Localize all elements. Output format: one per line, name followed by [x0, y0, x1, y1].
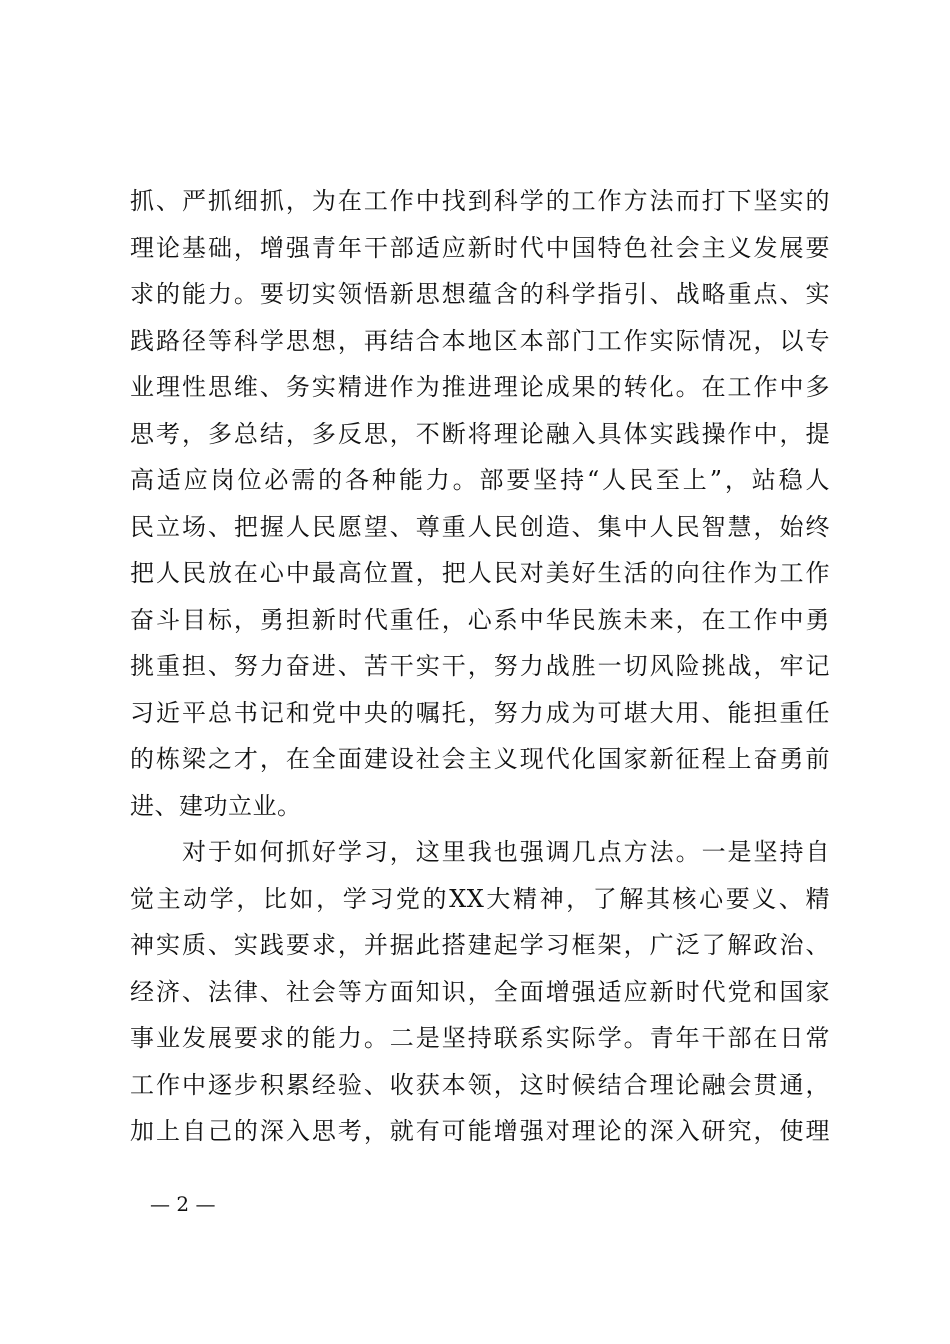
text-line: 工作中逐步积累经验、收获本领，这时候结合理论融会贯通，	[130, 1070, 830, 1099]
text-line: 的栋梁之才，在全面建设社会主义现代化国家新征程上奋勇前	[130, 745, 830, 773]
text-line: 对于如何抓好学习，这里我也强调几点方法。一是坚持自	[130, 838, 830, 866]
text-line: 习近平总书记和党中央的嘱托，努力成为可堪大用、能担重任	[130, 698, 830, 727]
text-line: 业理性思维、务实精进作为推进理论成果的转化。在工作中多	[130, 373, 830, 401]
text-line: 加上自己的深入思考，就有可能增强对理论的深入研究，使理	[130, 1117, 830, 1145]
text-line: 践路径等科学思想，再结合本地区本部门工作实际情况，以专	[130, 326, 830, 355]
paragraph-2	[130, 829, 830, 1155]
text-line: 进、建功立业。	[130, 791, 302, 820]
text-line: 挑重担、努力奋进、苦干实干，努力战胜一切风险挑战，牢记	[130, 652, 830, 680]
text-line: 抓、严抓细抓，为在工作中找到科学的工作方法而打下坚实的	[130, 187, 830, 215]
text-line: 高适应岗位必需的各种能力。部要坚持“人民至上”，站稳人	[130, 466, 830, 494]
text-line: 把人民放在心中最高位置，把人民对美好生活的向往作为工作	[130, 559, 830, 587]
paragraph-1	[130, 178, 830, 829]
text-line: 求的能力。要切实领悟新思想蕴含的科学指引、战略重点、实	[130, 280, 830, 308]
text-line: 理论基础，增强青年干部适应新时代中国特色社会主义发展要	[130, 233, 830, 262]
text-line: 民立场、把握人民愿望、尊重人民创造、集中人民智慧，始终	[130, 512, 830, 541]
body-text	[130, 178, 830, 1155]
page-number: — 2 —	[150, 1192, 216, 1216]
text-line: 神实质、实践要求，并据此搭建起学习框架，广泛了解政治、	[130, 931, 830, 959]
text-line: 觉主动学，比如，学习党的XX大精神，了解其核心要义、精	[130, 884, 830, 913]
text-line: 奋斗目标，勇担新时代重任，心系中华民族未来，在工作中勇	[130, 605, 830, 634]
text-line: 思考，多总结，多反思，不断将理论融入具体实践操作中，提	[130, 419, 830, 448]
text-line: 经济、法律、社会等方面知识，全面增强适应新时代党和国家	[130, 977, 830, 1006]
text-line: 事业发展要求的能力。二是坚持联系实际学。青年干部在日常	[130, 1024, 830, 1052]
